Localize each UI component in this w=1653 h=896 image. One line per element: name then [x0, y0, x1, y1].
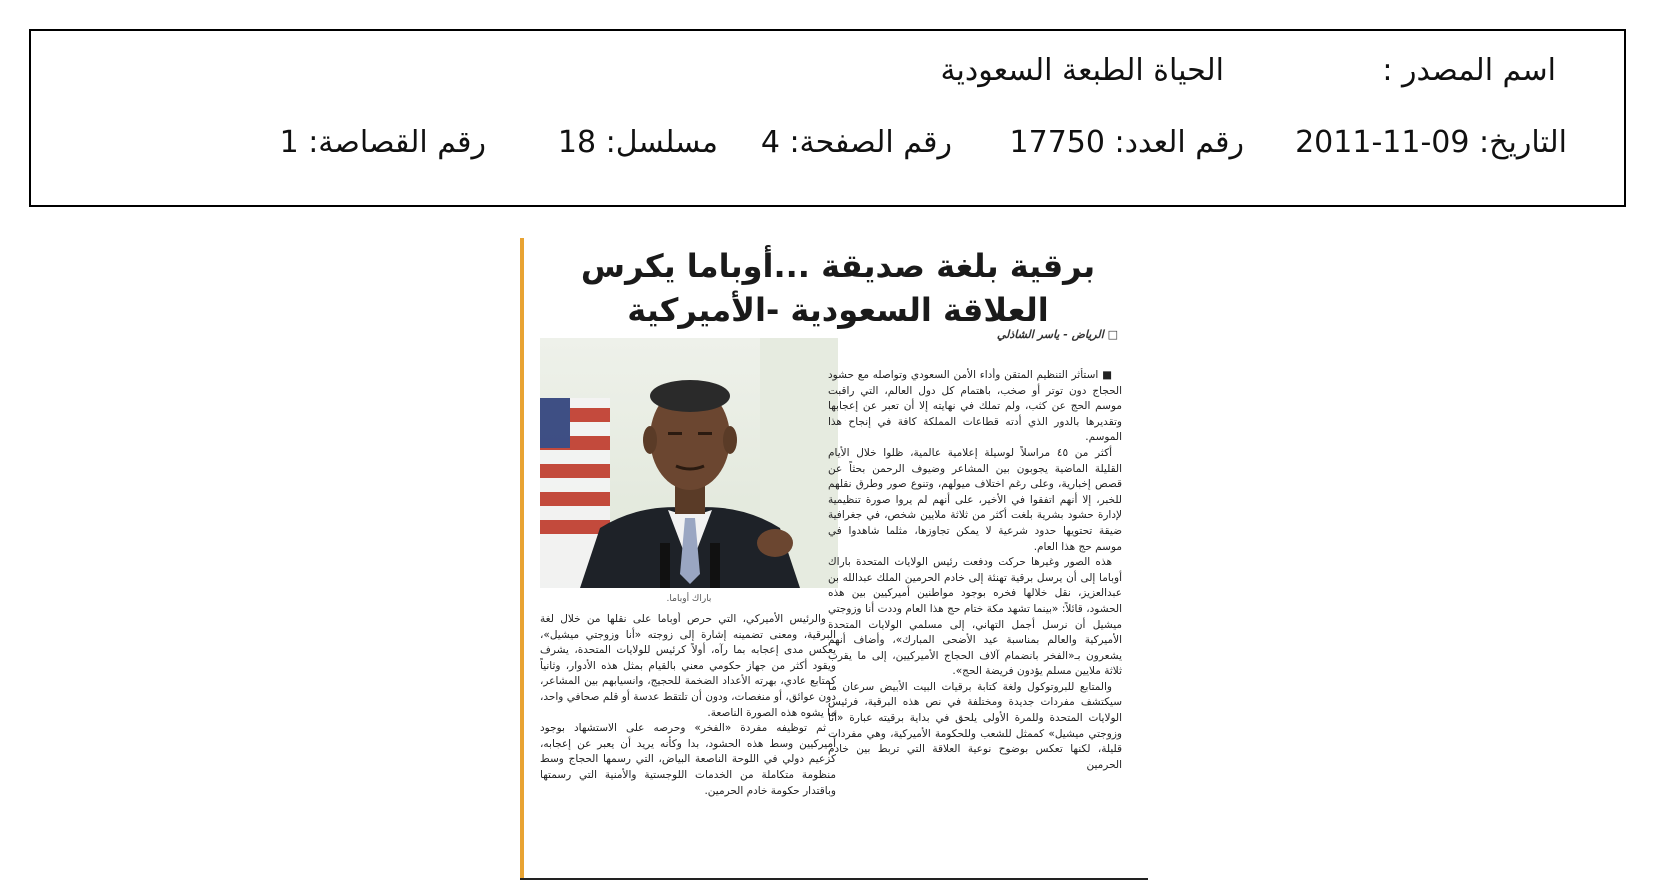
- headline-line-2: العلاقة السعودية -الأميركية: [627, 291, 1049, 329]
- issue-number-field: رقم العدد: 17750: [1009, 125, 1244, 160]
- article-photo: [540, 338, 838, 588]
- article-headline: [524, 244, 1152, 332]
- newspaper-clipping: [520, 238, 1152, 878]
- paragraph: هذه الصور وغيرها حركت ودفعت رئيس الولايات المتحدة باراك أوباما إلى أن يرسل برقية تهنئة إلى خادم الحرمين الملك عبدالله بن عبدالعزيز، نقل خلالها فخره بوجود مواطنين أميركيين بين هذه الحشود، قائلاً: «بينما تشهد مكة ختام حج هذا العام وددت أنا وزوجتي ميشيل أن نرسل أجمل التهاني، إلى مسلمي الولايات المتحدة الأميركية والعالم بمناسبة عيد الأضحى المبارك»، وأضاف أنهم يشعرون بـ«الفخر بانضمام آلاف الحجاج الأميركيين، إلى ما يقرب ثلاثة ملايين مسلم يؤدون فريضة الحج».: [828, 556, 1122, 678]
- article-column-right: [828, 368, 1122, 868]
- source-value: الحياة الطبعة السعودية: [940, 53, 1224, 88]
- page-number-field: رقم الصفحة: 4: [760, 125, 952, 160]
- headline-line-1: برقية بلغة صديقة ...أوباما يكرس: [580, 247, 1096, 285]
- serial-field: مسلسل: 18: [557, 125, 718, 160]
- paragraph: والمتابع للبروتوكول ولغة كتابة برقيات البيت الأبيض سرعان ما سيكتشف مفردات جديدة ومختلفة في نص هذه البرقية، فرئيس الولايات المتحدة وللمرة الأولى يلحق في بداية برقيته عبارة «أنا وزوجتي ميشيل» كممثل للشعب وللحكومة الأميركية، وهي مفردات قليلة، لكنها تعكس بوضوح نوعية العلاقة التي تربط بين خادم الحرمين: [828, 680, 1122, 771]
- paragraph: ■ استأثر التنظيم المتقن وأداء الأمن السعودي وتواصله مع حشود الحجاج دون توتر أو صخب، باهتمام كل دول العالم، التي راقبت موسم الحج عن كثب، ولم تملك في نهايته إلا أن تعبر عن إعجابها وتقديرها بالدور الذي أدته قطاعات المملكة كافة في إنجاح هذا الموسم.: [828, 369, 1122, 444]
- date-field: التاريخ: 09-11-2011: [1295, 125, 1567, 160]
- source-info-box: [29, 29, 1626, 207]
- article-byline: □ الرياض - ياسر الشاذلي: [996, 328, 1118, 341]
- paragraph: والرئيس الأميركي، التي حرص أوباما على نقلها من خلال لغة البرقية، ومعنى تضمينه إشارة إلى زوجته «أنا وزوجتي ميشيل»، يعكس مدى إعجابه بما رآه، أولاً كرئيس للولايات المتحدة، يشرف ويقود أكثر من جهاز حكومي معني بالقيام بمثل هذه الأدوار، وثانياً كمتابع عادي، بهرته الأعداد الضخمة للحجيج، وانسيابهم بين المشاعر، دون عوائق، أو منغصات، ودون أن تلتقط عدسة أو قلم صحافي واحد، ما يشوه هذه الصورة الناصعة.: [540, 613, 836, 719]
- paragraph: ثم توظيفه مفردة «الفخر» وحرصه على الاستشهاد بوجود أميركيين وسط هذه الحشود، بدا وكأنه يريد أن يعبر عن إعجابه، كزعيم دولي في اللوحة الناصعة البياض، التي رسمها الحجاج وسط منظومة متكاملة من الخدمات اللوجستية والأمنية التي رسمتها وباقتدار حكومة خادم الحرمين.: [540, 722, 836, 797]
- portrait-illustration: [540, 338, 838, 588]
- paragraph: أكثر من ٤٥ مراسلاً لوسيلة إعلامية عالمية، ظلوا خلال الأيام القليلة الماضية يجوبون بين المشاعر وضيوف الرحمن بحثاً عن قصص إخبارية، وعلى رغم اختلاف ميولهم، وتنوع صور وطرق نقلهم للخبر، إلا أنهم اتفقوا في الأخير، على أنهم لم يروا صورة تنظيمية لإدارة حشود بشرية بلغت أكثر من ثلاثة ملايين شخص، في جغرافية ضيقة تحتويها حدود شرعية لا يمكن تجاوزها، مثلما شاهدوا في موسم حج هذا العام.: [828, 446, 1122, 553]
- article-column-left: [540, 612, 836, 872]
- clip-number-field: رقم القصاصة: 1: [279, 125, 486, 160]
- clipping-bottom-rule: [520, 878, 1148, 880]
- source-label: اسم المصدر :: [1382, 53, 1556, 88]
- photo-caption: باراك أوباما.: [666, 594, 712, 604]
